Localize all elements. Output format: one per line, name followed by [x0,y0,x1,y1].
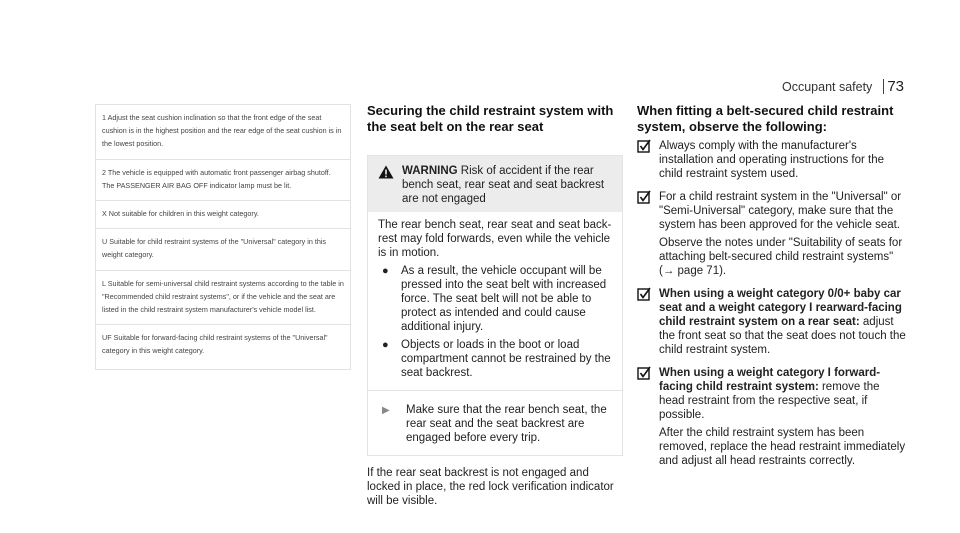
action-arrow-icon: ▶ [382,405,390,416]
footnote-u: U Suitable for child restraint systems of the "Universal" category in this weight category. [96,229,350,270]
belt-secured-section [637,103,907,468]
checklist-item [637,190,907,278]
checklist-text: Always comply with the manufacturer's installation and operating instructions for the child restraint system used. [659,140,885,180]
footnote-1: 1 Adjust the seat cushion inclination so that the front edge of the seat cushion is in the highest position and the rear edge of the seat cushion is in the lowest position. [96,105,350,160]
section-heading: When fitting a belt-secured child restraint system, observe the following: [637,103,894,134]
footnotes-table [95,104,351,370]
warning-triangle-icon [378,165,394,179]
rear-seat-section [367,103,623,520]
checkbox-icon [637,139,651,153]
action-step [378,403,612,445]
checklist-text [659,287,907,357]
checklist-item [637,366,907,468]
warning-title [402,164,612,206]
checklist-note: After the child restraint system has been removed, replace the head restraint immediately and adjust all head restraints correctly. [659,427,906,467]
section-title: Occupant safety [781,80,873,94]
checklist-bold: When using a weight category I forward-facing child restraint system: [659,367,881,393]
checkbox-icon [637,287,651,301]
section-heading: Securing the child restraint system with the seat belt on the rear seat [367,103,614,134]
checklist-item [637,287,907,357]
checkbox-icon [637,366,651,380]
warning-box [367,155,623,456]
warning-summary: Risk of accident if the rear bench seat, rear seat and seat backrest are not engaged [402,165,605,205]
list-item [378,264,612,334]
page-header [782,79,904,94]
footnote-x: X Not suitable for children in this weight category. [96,201,350,229]
warning-description: The rear bench seat, rear seat and seat back-rest may fold forwards, even while the vehicle is in motion. [378,219,612,259]
footnote-l: L Suitable for semi-universal child restraint systems according to the table in "Recommended child restraint systems", or if the vehicle and the seat are listed in the child restraint system manufacturer's vehicle model list. [96,271,350,326]
list-item [378,338,612,380]
checklist-note: Observe the notes under "Suitability of seats for attaching belt-secured child restraint systems" (→ page 71). [659,237,903,277]
checklist-rest: adjust the front seat so that the seat does not touch the child restraint system. [659,316,906,356]
checklist-text: For a child restraint system in the "Universal" or "Semi-Universal" category, make sure that the system has been approved for the vehicle seat. [659,191,902,231]
checklist-text [659,366,907,422]
checklist-rest: remove the head restraint from the respective seat, if possible. [659,381,880,421]
footnote-2: 2 The vehicle is equipped with automatic front passenger airbag shutoff. The PASSENGER AIR BAG OFF indicator lamp must be lit. [96,160,350,201]
page-number: 73 [883,79,904,94]
bullet-icon: ● [382,265,389,277]
footnote-uf: UF Suitable for forward-facing child restraint systems of the "Universal" category in this weight category. [102,333,328,356]
checkbox-icon [637,190,651,204]
bullet-text: Objects or loads in the boot or load compartment cannot be restrained by the seat backrest. [401,339,611,379]
divider [368,390,622,391]
lock-indicator-note: If the rear seat backrest is not engaged and locked in place, the red lock verification indicator will be visible. [367,467,614,507]
checklist-item [637,139,907,181]
warning-body [368,212,622,455]
checklist-bold: When using a weight category 0/0+ baby car seat and a weight category I rearward-facing child restraint system on a rear seat: [659,288,902,328]
warning-label: WARNING [402,165,458,177]
bullet-text: As a result, the vehicle occupant will be pressed into the seat belt with increased force. The seat belt will not be able to protect as intended and could cause additional injury. [401,265,607,333]
action-text: Make sure that the rear bench seat, the rear seat and the seat backrest are engaged before every trip. [406,404,607,444]
bullet-icon: ● [382,339,389,351]
warning-header [368,156,622,212]
